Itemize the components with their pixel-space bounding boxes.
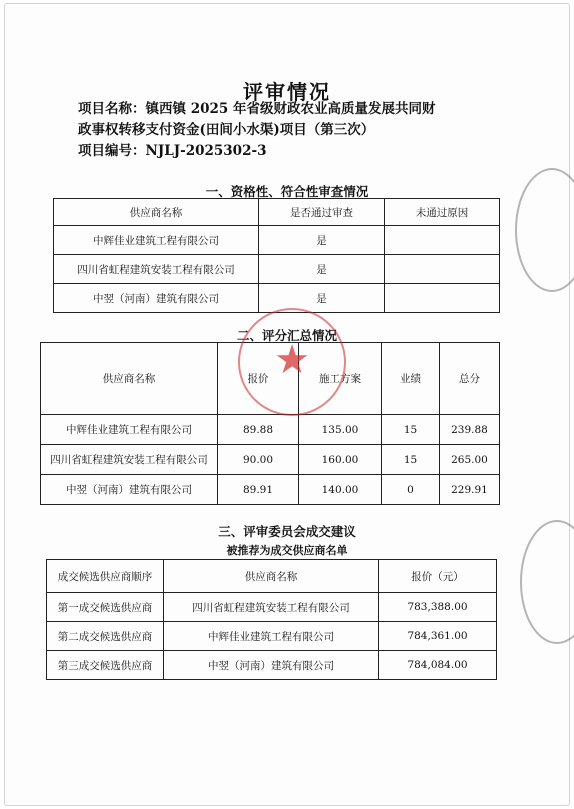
plan-score-cell: 160.00 bbox=[299, 445, 382, 475]
total-score-cell: 265.00 bbox=[440, 445, 500, 475]
qualification-table bbox=[53, 198, 500, 313]
rank-cell: 第二成交候选供应商 bbox=[47, 622, 164, 651]
table-header-row bbox=[54, 199, 500, 226]
pass-cell: 是 bbox=[259, 284, 385, 313]
project-code: NJLJ-2025302-3 bbox=[145, 143, 267, 159]
official-seal-icon: ★ bbox=[238, 308, 346, 416]
header-cell: 总分 bbox=[440, 343, 500, 415]
pass-cell: 是 bbox=[259, 255, 385, 284]
reason-cell bbox=[385, 255, 500, 284]
performance-score-cell: 0 bbox=[382, 475, 440, 505]
header-cell: 报价 bbox=[218, 343, 299, 415]
table-row bbox=[47, 651, 497, 680]
header-cell: 是否通过审查 bbox=[259, 199, 385, 226]
recommendation-table bbox=[46, 559, 497, 680]
supplier-name-cell: 中辉佳业建筑工程有限公司 bbox=[41, 415, 218, 445]
price-score-cell: 89.88 bbox=[218, 415, 299, 445]
section1-title: 一、资格性、符合性审查情况 bbox=[205, 184, 369, 199]
bid-price-cell: 783,388.00 bbox=[379, 593, 497, 622]
plan-score-cell: 135.00 bbox=[299, 415, 382, 445]
bid-price-cell: 784,361.00 bbox=[379, 622, 497, 651]
section3-title: 三、评审委员会成交建议 bbox=[218, 524, 356, 539]
supplier-name-cell: 中辉佳业建筑工程有限公司 bbox=[164, 622, 379, 651]
table-row bbox=[47, 593, 497, 622]
total-score-cell: 229.91 bbox=[440, 475, 500, 505]
total-score-cell: 239.88 bbox=[440, 415, 500, 445]
section3-subtitle: 被推荐为成交供应商名单 bbox=[226, 544, 348, 557]
rank-cell: 第三成交候选供应商 bbox=[47, 651, 164, 680]
supplier-name-cell: 中翌（河南）建筑有限公司 bbox=[54, 284, 259, 313]
reason-cell bbox=[385, 226, 500, 255]
performance-score-cell: 15 bbox=[382, 415, 440, 445]
header-cell: 业绩 bbox=[382, 343, 440, 415]
project-name-label: 项目名称： bbox=[78, 101, 146, 117]
price-score-cell: 90.00 bbox=[218, 445, 299, 475]
table-row bbox=[41, 475, 500, 505]
header-cell: 成交候选供应商顺序 bbox=[47, 560, 164, 593]
header-cell: 供应商名称 bbox=[54, 199, 259, 226]
project-name-line1 bbox=[78, 99, 518, 120]
table-header-row bbox=[47, 560, 497, 593]
supplier-name-cell: 四川省虹程建筑安装工程有限公司 bbox=[54, 255, 259, 284]
rank-cell: 第一成交候选供应商 bbox=[47, 593, 164, 622]
table-row bbox=[54, 255, 500, 284]
project-name-text1: 镇西镇 2025 年省级财政农业高质量发展共同财 bbox=[145, 101, 436, 117]
table-row bbox=[41, 415, 500, 445]
supplier-name-cell: 四川省虹程建筑安装工程有限公司 bbox=[164, 593, 379, 622]
table-row bbox=[54, 284, 500, 313]
header-cell: 供应商名称 bbox=[41, 343, 218, 415]
bid-price-cell: 784,084.00 bbox=[379, 651, 497, 680]
header-cell: 施工方案 bbox=[299, 343, 382, 415]
table-row bbox=[41, 445, 500, 475]
table-row bbox=[47, 622, 497, 651]
section2-title: 二、评分汇总情况 bbox=[236, 328, 337, 343]
supplier-name-cell: 中翌（河南）建筑有限公司 bbox=[164, 651, 379, 680]
reason-cell bbox=[385, 284, 500, 313]
plan-score-cell: 140.00 bbox=[299, 475, 382, 505]
page-title: 评审情况 bbox=[243, 80, 331, 104]
price-score-cell: 89.91 bbox=[218, 475, 299, 505]
project-code-label: 项目编号： bbox=[78, 143, 146, 159]
supplier-name-cell: 中辉佳业建筑工程有限公司 bbox=[54, 226, 259, 255]
project-code-line bbox=[78, 141, 518, 162]
header-cell: 报价（元） bbox=[379, 560, 497, 593]
project-name-line2: 政事权转移支付资金(田间小水渠)项目（第三次） bbox=[78, 122, 375, 138]
supplier-name-cell: 四川省虹程建筑安装工程有限公司 bbox=[41, 445, 218, 475]
table-row bbox=[54, 226, 500, 255]
header-cell: 供应商名称 bbox=[164, 560, 379, 593]
performance-score-cell: 15 bbox=[382, 445, 440, 475]
supplier-name-cell: 中翌（河南）建筑有限公司 bbox=[41, 475, 218, 505]
pass-cell: 是 bbox=[259, 226, 385, 255]
header-cell: 未通过原因 bbox=[385, 199, 500, 226]
